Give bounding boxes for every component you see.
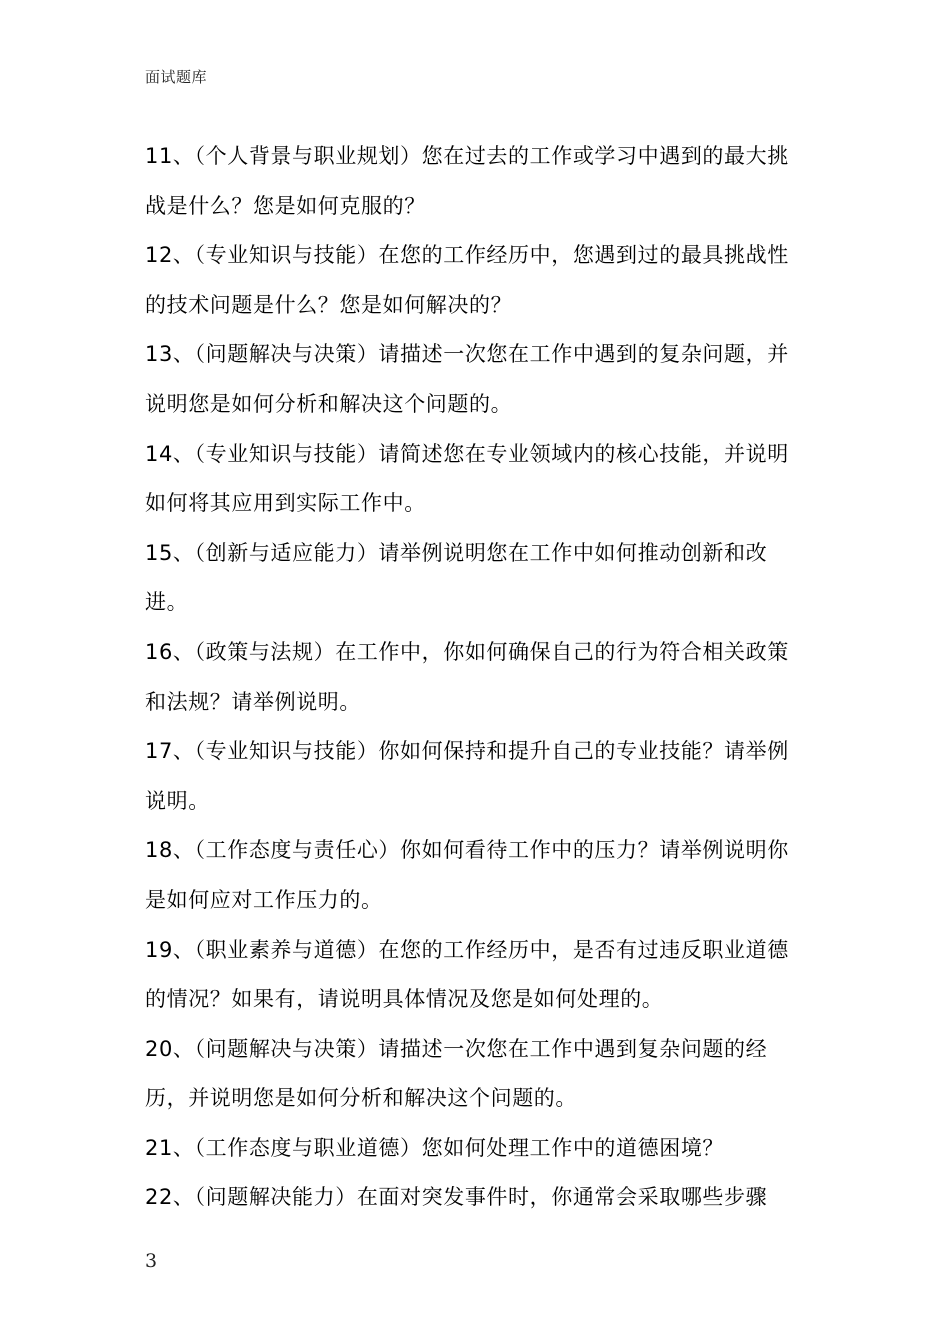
question-item: 16、（政策与法规）在工作中，你如何确保自己的行为符合相关政策和法规？请举例说明。 — [145, 639, 789, 714]
question-list — [145, 132, 810, 1223]
question-item: 13、（问题解决与决策）请描述一次您在工作中遇到的复杂问题，并说明您是如何分析和解决这个问题的。 — [145, 342, 789, 416]
question-item: 19、（职业素养与道德）在您的工作经历中，是否有过违反职业道德的情况？如果有，请说明具体情况及您是如何处理的。 — [145, 937, 789, 1012]
page-header: 面试题库 — [145, 68, 208, 86]
question-item: 20、（问题解决与决策）请描述一次您在工作中遇到复杂问题的经历，并说明您是如何分析和解决这个问题的。 — [145, 1036, 768, 1111]
question-item: 15、（创新与适应能力）请举例说明您在工作中如何推动创新和改进。 — [145, 540, 768, 615]
question-item: 11、（个人背景与职业规划）您在过去的工作或学习中遇到的最大挑战是什么？您是如何克服的？ — [145, 144, 789, 218]
question-item: 22、（问题解决能力）在面对突发事件时，你通常会采取哪些步骤 — [145, 1185, 768, 1210]
page-number: 3 — [145, 1250, 158, 1272]
question-item: 18、（工作态度与责任心）你如何看待工作中的压力？请举例说明你是如何应对工作压力的。 — [145, 838, 789, 912]
question-item: 12、（专业知识与技能）在您的工作经历中，您遇到过的最具挑战性的技术问题是什么？您是如何解决的？ — [145, 243, 789, 317]
question-item: 17、（专业知识与技能）你如何保持和提升自己的专业技能？请举例说明。 — [145, 739, 789, 813]
question-item: 14、（专业知识与技能）请简述您在专业领域内的核心技能，并说明如何将其应用到实际工作中。 — [145, 441, 789, 516]
question-item: 21、（工作态度与职业道德）您如何处理工作中的道德困境？ — [145, 1135, 725, 1160]
